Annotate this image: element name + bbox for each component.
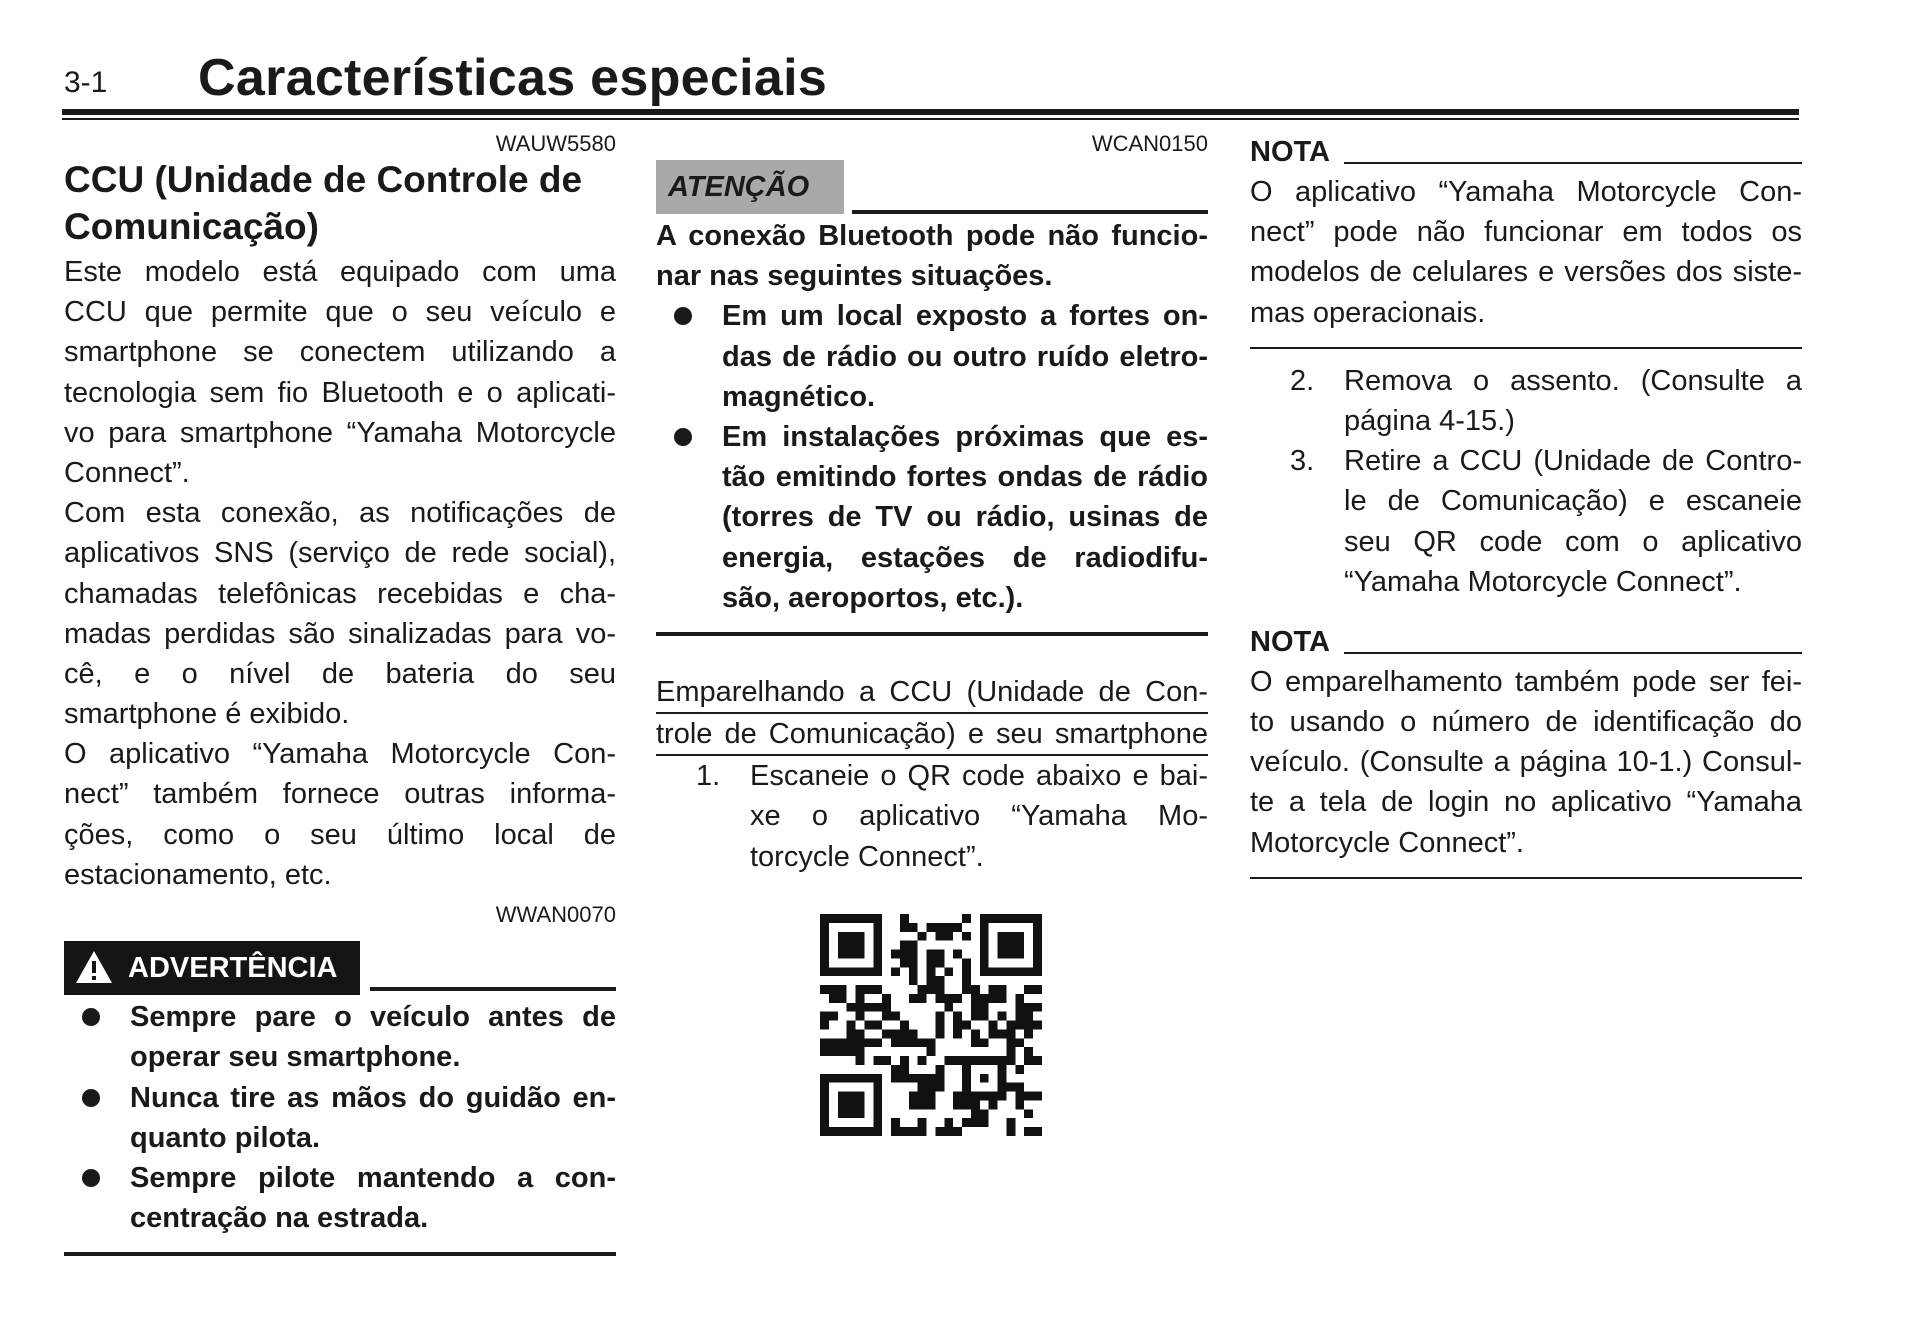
text-line: nar nas seguintes situações. — [656, 260, 1053, 293]
bullet-icon — [82, 1169, 100, 1187]
text-line: ções, como o seu último local de — [64, 818, 616, 851]
note-body — [1250, 172, 1802, 333]
text-line: Este modelo está equipado com uma — [64, 256, 616, 288]
note-label: NOTA — [1250, 136, 1331, 168]
warning-rule — [370, 987, 616, 991]
paragraph — [64, 252, 616, 493]
text-line: nect” pode não funcionar em todos os — [1250, 216, 1802, 249]
header-rule-thin — [62, 118, 1799, 120]
column-3 — [1250, 132, 1802, 879]
text-line: nect” também fornece outras informa- — [64, 778, 616, 811]
bullet-icon — [82, 1089, 100, 1107]
section-heading — [64, 156, 616, 250]
text-line: Nunca tire as mãos do guidão en- — [130, 1081, 616, 1114]
text-line: (torres de TV ou rádio, usinas de — [722, 501, 1208, 534]
qr-code — [820, 914, 1042, 1136]
step-number: 2. — [1290, 364, 1315, 397]
page-number: 3-1 — [64, 66, 108, 99]
text-line: Com esta conexão, as notificações de — [64, 497, 616, 530]
list-item — [656, 417, 1208, 618]
page-title: Características especiais — [198, 49, 828, 107]
bullet-icon — [674, 428, 692, 446]
note-label: NOTA — [1250, 625, 1331, 658]
bullet-icon — [674, 307, 692, 325]
text-line: Retire a CCU (Unidade de Contro- — [1344, 445, 1802, 478]
text-line: Remova o assento. (Consulte a — [1344, 364, 1802, 397]
text-line: CCU que permite que o seu veículo e — [64, 296, 616, 329]
column-1 — [64, 132, 616, 1256]
attention-header — [656, 160, 1208, 216]
text-line: magnético. — [722, 380, 876, 413]
text-line: quanto pilota. — [130, 1121, 321, 1154]
text-line: Escaneie o QR code abaixo e bai- — [750, 760, 1208, 793]
text-line: energia, estações de radiodifu- — [722, 541, 1208, 574]
note-rule — [1344, 652, 1802, 654]
step-item — [1250, 441, 1802, 602]
text-line: cê, e o nível de bateria do seu — [64, 657, 616, 690]
text-line: smartphone se conectem utilizando a — [64, 336, 616, 369]
text-line: Sempre pare o veículo antes de — [130, 1001, 616, 1034]
text-line: Connect”. — [64, 456, 190, 489]
text-line: Motorcycle Connect”. — [1250, 826, 1524, 859]
text-line: página 4-15.) — [1344, 404, 1515, 437]
attention-label: ATENÇÃO — [656, 160, 844, 214]
step-number: 1. — [696, 760, 721, 793]
list-item — [656, 296, 1208, 417]
text-line: centração na estrada. — [130, 1202, 429, 1235]
attention-body — [656, 216, 1208, 618]
section-heading-line: Comunicação) — [64, 206, 319, 247]
note-header — [1250, 132, 1802, 172]
warning-list — [64, 997, 616, 1238]
text-line: são, aeroportos, etc.). — [722, 581, 1024, 614]
warning-triangle-icon — [74, 949, 114, 985]
header-rule — [62, 109, 1799, 115]
note-body — [1250, 662, 1802, 863]
list-item — [64, 1158, 616, 1238]
list-item — [64, 997, 616, 1077]
text-line: modelos de celulares e versões dos siste- — [1250, 256, 1802, 289]
text-line: aplicativos SNS (serviço de rede social), — [64, 537, 616, 570]
list-item — [64, 1078, 616, 1158]
text-line: Em instalações próximas que es- — [722, 420, 1208, 453]
step-number: 3. — [1290, 445, 1315, 478]
note-header — [1250, 622, 1802, 662]
text-line: O emparelhamento também pode ser fei- — [1250, 665, 1802, 698]
text-line: das de rádio ou outro ruído eletro- — [722, 340, 1208, 373]
warning-end-rule — [64, 1252, 616, 1256]
paragraph — [64, 734, 616, 895]
text-line: Sempre pilote mantendo a con- — [130, 1161, 616, 1194]
text-line: chamadas telefônicas recebidas e cha- — [64, 577, 616, 610]
text-line: estacionamento, etc. — [64, 858, 332, 891]
warning-label: ADVERTÊNCIA — [128, 952, 338, 985]
doc-code: WAUW5580 — [495, 131, 616, 156]
text-line: O aplicativo “Yamaha Motorcycle Con- — [64, 738, 616, 771]
text-line: operar seu smartphone. — [130, 1041, 461, 1074]
column-2 — [656, 132, 1208, 877]
text-line: le de Comunicação) e escaneie — [1344, 485, 1802, 518]
text-line: mas operacionais. — [1250, 296, 1486, 329]
attention-rule — [852, 210, 1208, 214]
note-rule — [1344, 162, 1802, 164]
subsection-heading — [656, 672, 1208, 756]
text-line: te a tela de login no aplicativo “Yamaha — [1250, 786, 1802, 819]
text-line: xe o aplicativo “Yamaha Mo- — [750, 800, 1208, 833]
step-item — [1250, 361, 1802, 441]
text-line: Em um local exposto a fortes on- — [722, 300, 1208, 333]
text-line: to usando o número de identificação do — [1250, 706, 1802, 739]
text-line: torcycle Connect”. — [750, 840, 984, 873]
step-item — [656, 756, 1208, 877]
note-end-rule — [1250, 877, 1802, 879]
warning-header — [64, 941, 616, 997]
text-line: “Yamaha Motorcycle Connect”. — [1344, 565, 1742, 598]
doc-code: WWAN0070 — [495, 902, 616, 927]
text-line: veículo. (Consulte a página 10-1.) Consul- — [1250, 746, 1802, 779]
text-line: tão emitindo fortes ondas de rádio — [722, 461, 1208, 494]
subsection-heading-line: trole de Comunicação) e seu smartphone — [656, 714, 1208, 756]
text-line: O aplicativo “Yamaha Motorcycle Con- — [1250, 176, 1802, 208]
text-line: madas perdidas são sinalizadas para vo- — [64, 617, 616, 650]
text-line: vo para smartphone “Yamaha Motorcycle — [64, 416, 616, 449]
text-line: smartphone é exibido. — [64, 698, 350, 731]
doc-code: WCAN0150 — [1091, 131, 1208, 156]
text-line: seu QR code com o aplicativo — [1344, 525, 1802, 558]
warning-label-box — [64, 941, 360, 995]
subsection-heading-line: Emparelhando a CCU (Unidade de Con- — [656, 672, 1208, 714]
text-line: tecnologia sem fio Bluetooth e o aplicati- — [64, 376, 616, 409]
text-line: A conexão Bluetooth pode não funcio- — [656, 220, 1208, 252]
section-heading-line: CCU (Unidade de Controle de — [64, 159, 583, 200]
bullet-icon — [82, 1008, 100, 1026]
paragraph — [64, 493, 616, 734]
